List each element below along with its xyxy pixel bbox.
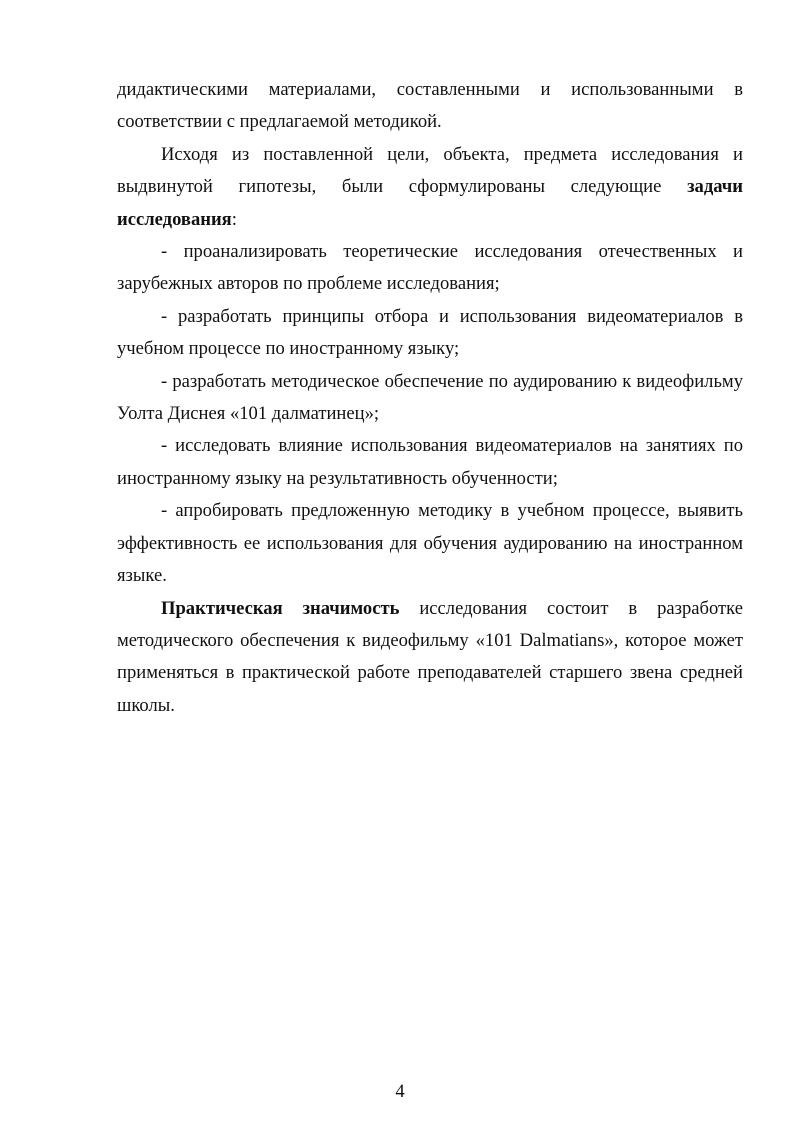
paragraph-text: : [231,208,237,230]
task-text: - апробировать предложенную методику в учебном процессе, выявить эффективность ее использования для обучения аудированию на иностранном языке. [117,500,743,587]
task-item-1 [117,236,743,301]
task-text: - исследовать влияние использования видеоматериалов на занятиях по иностранному языку на результативность обученности; [117,435,743,489]
paragraph-text: дидактическими материалами, составленными и использованными в соответствии с предлагаемой методикой. [117,79,743,133]
bold-term-research-tasks: задачи исследования [117,176,743,230]
paragraph-practical-significance [117,593,743,723]
task-text: - разработать методическое обеспечение по аудированию к видеофильму Уолта Диснея «101 далматинец»; [117,370,743,425]
task-item-3 [117,366,743,431]
task-item-4 [117,430,743,495]
task-item-5 [117,495,743,592]
task-text: - разработать принципы отбора и использования видеоматериалов в учебном процессе по иностранному языку; [117,305,743,360]
bold-term-practical-significance: Практическая значимость [161,597,400,619]
task-text: - проанализировать теоретические исследования отечественных и зарубежных авторов по проблеме исследования; [117,241,743,295]
page-body [117,74,743,722]
paragraph-text: исследования состоит в разработке методического обеспечения к видеофильму «101 Dalmatians», которое может применяться в практической работе преподавателей старшего звена средней школы. [117,597,743,716]
page-number: 4 [395,1081,405,1102]
task-item-2 [117,301,743,366]
paragraph-text: Исходя из поставленной цели, объекта, предмета исследования и выдвинутой гипотезы, были сформулированы следующие [117,143,743,198]
paragraph-tasks-intro [117,139,743,236]
paragraph-continuation [117,74,743,139]
